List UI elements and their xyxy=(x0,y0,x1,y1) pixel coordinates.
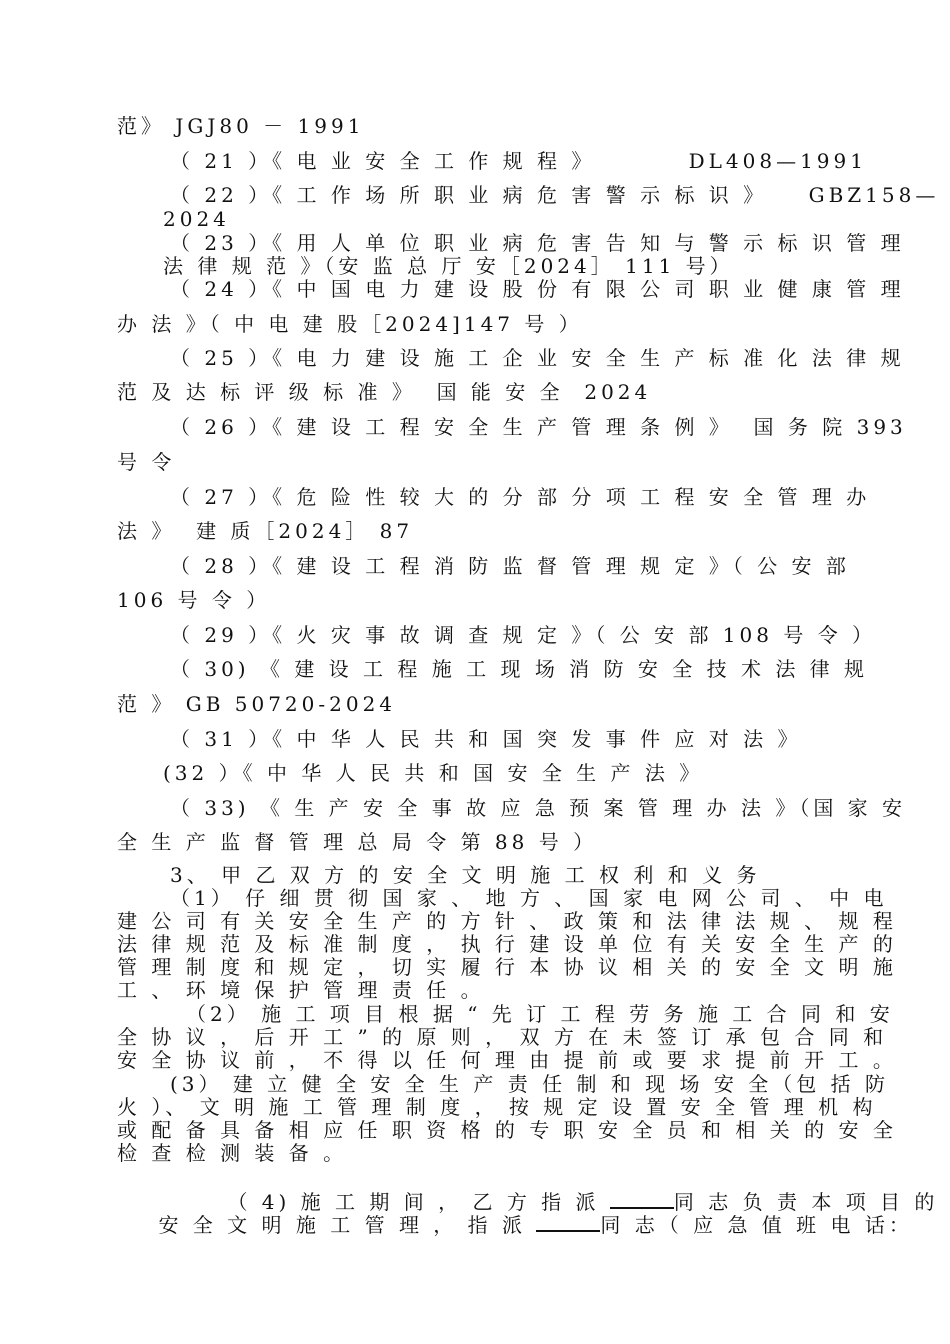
paragraph-1-line: 建 公 司 有 关 安 全 生 产 的 方 针 、 政 策 和 法 律 法 规 、 规 程 xyxy=(117,909,897,933)
paragraph-2-line: 全 协 议 ， 后 开 工 ” 的 原 则 ， 双 方 在 未 签 订 承 包 合 同 和 xyxy=(117,1025,888,1049)
paragraph-4-text: （ 4) 施 工 期 间 ， 乙 方 指 派 xyxy=(227,1190,610,1214)
paragraph-3-line: 火 ）、 文 明 施 工 管 理 制 度 ， 按 规 定 设 置 安 全 管 理 机 构 xyxy=(117,1095,877,1119)
text-line: 范 》 GB 50720-2024 xyxy=(117,692,397,716)
text-line: 2024 xyxy=(163,207,230,231)
text-line: 法 》 建 质［2024］ 87 xyxy=(117,519,414,543)
paragraph-1-line: 工 、 环 境 保 护 管 理 责 任 。 xyxy=(117,978,485,1002)
list-item-26: （ 26 ）《 建 设 工 程 安 全 生 产 管 理 条 例 》 国 务 院 393 xyxy=(170,415,907,439)
paragraph-2-line: 安 全 协 议 前 ， 不 得 以 任 何 理 由 提 前 或 要 求 提 前 开 工 。 xyxy=(117,1048,897,1072)
list-item-33: （ 33) 《 生 产 安 全 事 故 应 急 预 案 管 理 办 法 》（国 家 安 xyxy=(170,796,907,820)
list-item-29: （ 29 ）《 火 灾 事 故 调 查 规 定 》（ 公 安 部 108 号 令 ） xyxy=(170,623,877,647)
text-line: 办 法 》（ 中 电 建 股［2024]147 号 ） xyxy=(117,312,583,336)
list-item-31: （ 31 ）《 中 华 人 民 共 和 国 突 发 事 件 应 对 法 》 xyxy=(170,727,802,751)
section-heading: 3、 甲 乙 双 方 的 安 全 文 明 施 工 权 利 和 义 务 xyxy=(170,863,761,887)
list-item-27: （ 27 ）《 危 险 性 较 大 的 分 部 分 项 工 程 安 全 管 理 办 xyxy=(170,485,871,509)
paragraph-4-line xyxy=(117,1188,913,1261)
paragraph-4-text: 安 全 文 明 施 工 管 理 ， 指 派 xyxy=(158,1213,537,1237)
list-item-23: （ 23 ）《 用 人 单 位 职 业 病 危 害 告 知 与 警 示 标 识 管 理 xyxy=(170,231,905,255)
text-line: 全 生 产 监 督 管 理 总 局 令 第 88 号 ） xyxy=(117,830,598,854)
list-item-28: （ 28 ）《 建 设 工 程 消 防 监 督 管 理 规 定 》（ 公 安 部 xyxy=(170,554,850,578)
text-line: 106 号 令 ） xyxy=(117,588,271,612)
list-item-30: （ 30) 《 建 设 工 程 施 工 现 场 消 防 安 全 技 术 法 律 规 xyxy=(170,657,869,681)
paragraph-3-line: 或 配 备 具 备 相 应 任 职 资 格 的 专 职 安 全 员 和 相 关 的 安 全 xyxy=(117,1118,897,1142)
text-line: 号 令 xyxy=(117,450,176,474)
list-item-22: （ 22 ）《 工 作 场 所 职 业 病 危 害 警 示 标 识 》 GBZ158— xyxy=(170,183,940,207)
paragraph-4-text: 同 志（ 应 急 值 班 电 话： xyxy=(600,1213,913,1237)
list-item-25: （ 25 ）《 电 力 建 设 施 工 企 业 安 全 生 产 标 准 化 法 律 规 xyxy=(170,346,905,370)
paragraph-2-line: （2） 施 工 项 目 根 据 “ 先 订 工 程 劳 务 施 工 合 同 和 安 xyxy=(186,1002,894,1026)
list-item-24: （ 24 ）《 中 国 电 力 建 设 股 份 有 限 公 司 职 业 健 康 管 理 xyxy=(170,277,905,301)
text-line: 范》 JGJ80 － 1991 xyxy=(117,114,365,138)
paragraph-4-text: 同 志 负 责 本 项 目 的 xyxy=(673,1190,939,1214)
paragraph-3-line: (3） 建 立 健 全 安 全 生 产 责 任 制 和 现 场 安 全（包 括 防 xyxy=(170,1072,889,1096)
paragraph-1-line: 管 理 制 度 和 规 定 ， 切 实 履 行 本 协 议 相 关 的 安 全 文 明 施 xyxy=(117,955,897,979)
text-line: 法 律 规 范 》（安 监 总 厅 安［2024］ 111 号） xyxy=(163,254,734,278)
paragraph-1-line: 法 律 规 范 及 标 准 制 度 ， 执 行 建 设 单 位 有 关 安 全 生 产 的 xyxy=(117,932,897,956)
text-line: 范 及 达 标 评 级 标 准 》 国 能 安 全 2024 xyxy=(117,380,652,404)
list-item-32: (32 ）《 中 华 人 民 共 和 国 安 全 生 产 法 》 xyxy=(163,761,704,785)
paragraph-3-line: 检 查 检 测 装 备 。 xyxy=(117,1141,348,1165)
paragraph-1-line: （1） 仔 细 贯 彻 国 家 、 地 方 、 国 家 电 网 公 司 、 中 电 xyxy=(170,886,888,910)
list-item-21: （ 21 ）《 电 业 安 全 工 作 规 程 》 DL408—1991 xyxy=(170,149,867,173)
fill-in-blank[interactable] xyxy=(536,1212,600,1232)
